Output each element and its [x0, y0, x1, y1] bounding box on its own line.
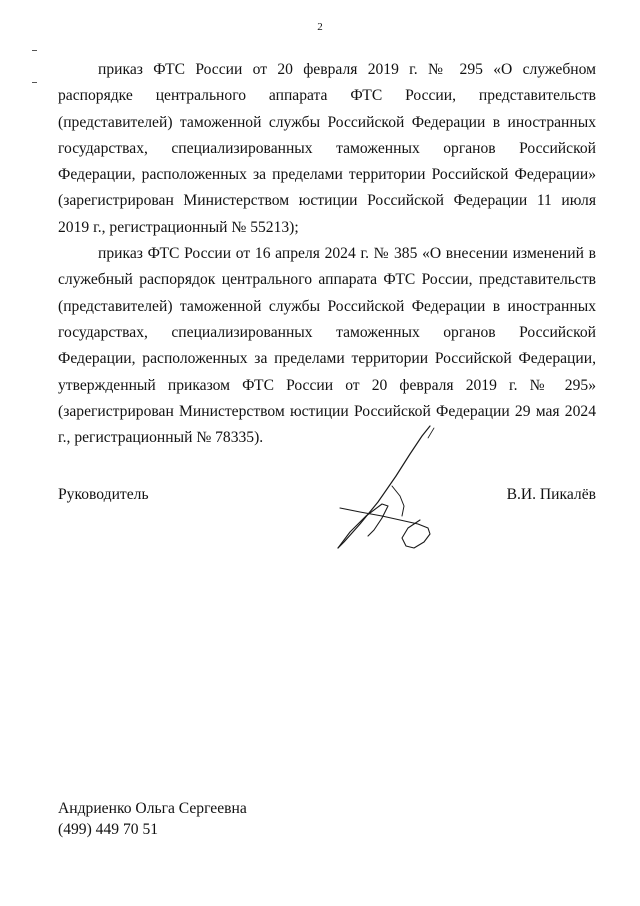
signer-name: В.И. Пикалёв	[506, 486, 596, 503]
executor-block	[58, 798, 247, 840]
paragraph-order-385: приказ ФТС России от 16 апреля 2024 г. № 385 «О внесении изменений в служебный распорядок центрального аппарата ФТС России, представительств (представителей) таможенной службы Российской Федерации в иностранных государствах, специализированных таможенных органов Российской Федерации, расположенных за пределами территории Российской Федерации, утвержденный приказом ФТС России от 20 февраля 2019 г. № 295» (зарегистрирован Министерством юстиции Российской Федерации 29 мая 2024 г., регистрационный № 78335).	[58, 245, 596, 447]
document-body	[58, 57, 596, 451]
paragraph-order-295: приказ ФТС России от 20 февраля 2019 г. № 295 «О служебном распорядке центрального аппарата ФТС России, представительств (представителей) таможенной службы Российской Федерации в иностранных государствах, специализированных таможенных органов Российской Федерации, расположенных за пределами территории Российской Федерации» (зарегистрирован Министерством юстиции Российской Федерации 11 июля 2019 г., регистрационный № 55213);	[58, 61, 596, 236]
signer-title: Руководитель	[58, 486, 149, 503]
executor-phone: (499) 449 70 51	[58, 821, 159, 838]
signature-block	[58, 486, 596, 506]
margin-mark	[32, 50, 37, 51]
executor-name: Андриенко Ольга Сергеевна	[58, 800, 247, 817]
page-number: 2	[317, 21, 323, 33]
margin-mark	[32, 82, 37, 83]
